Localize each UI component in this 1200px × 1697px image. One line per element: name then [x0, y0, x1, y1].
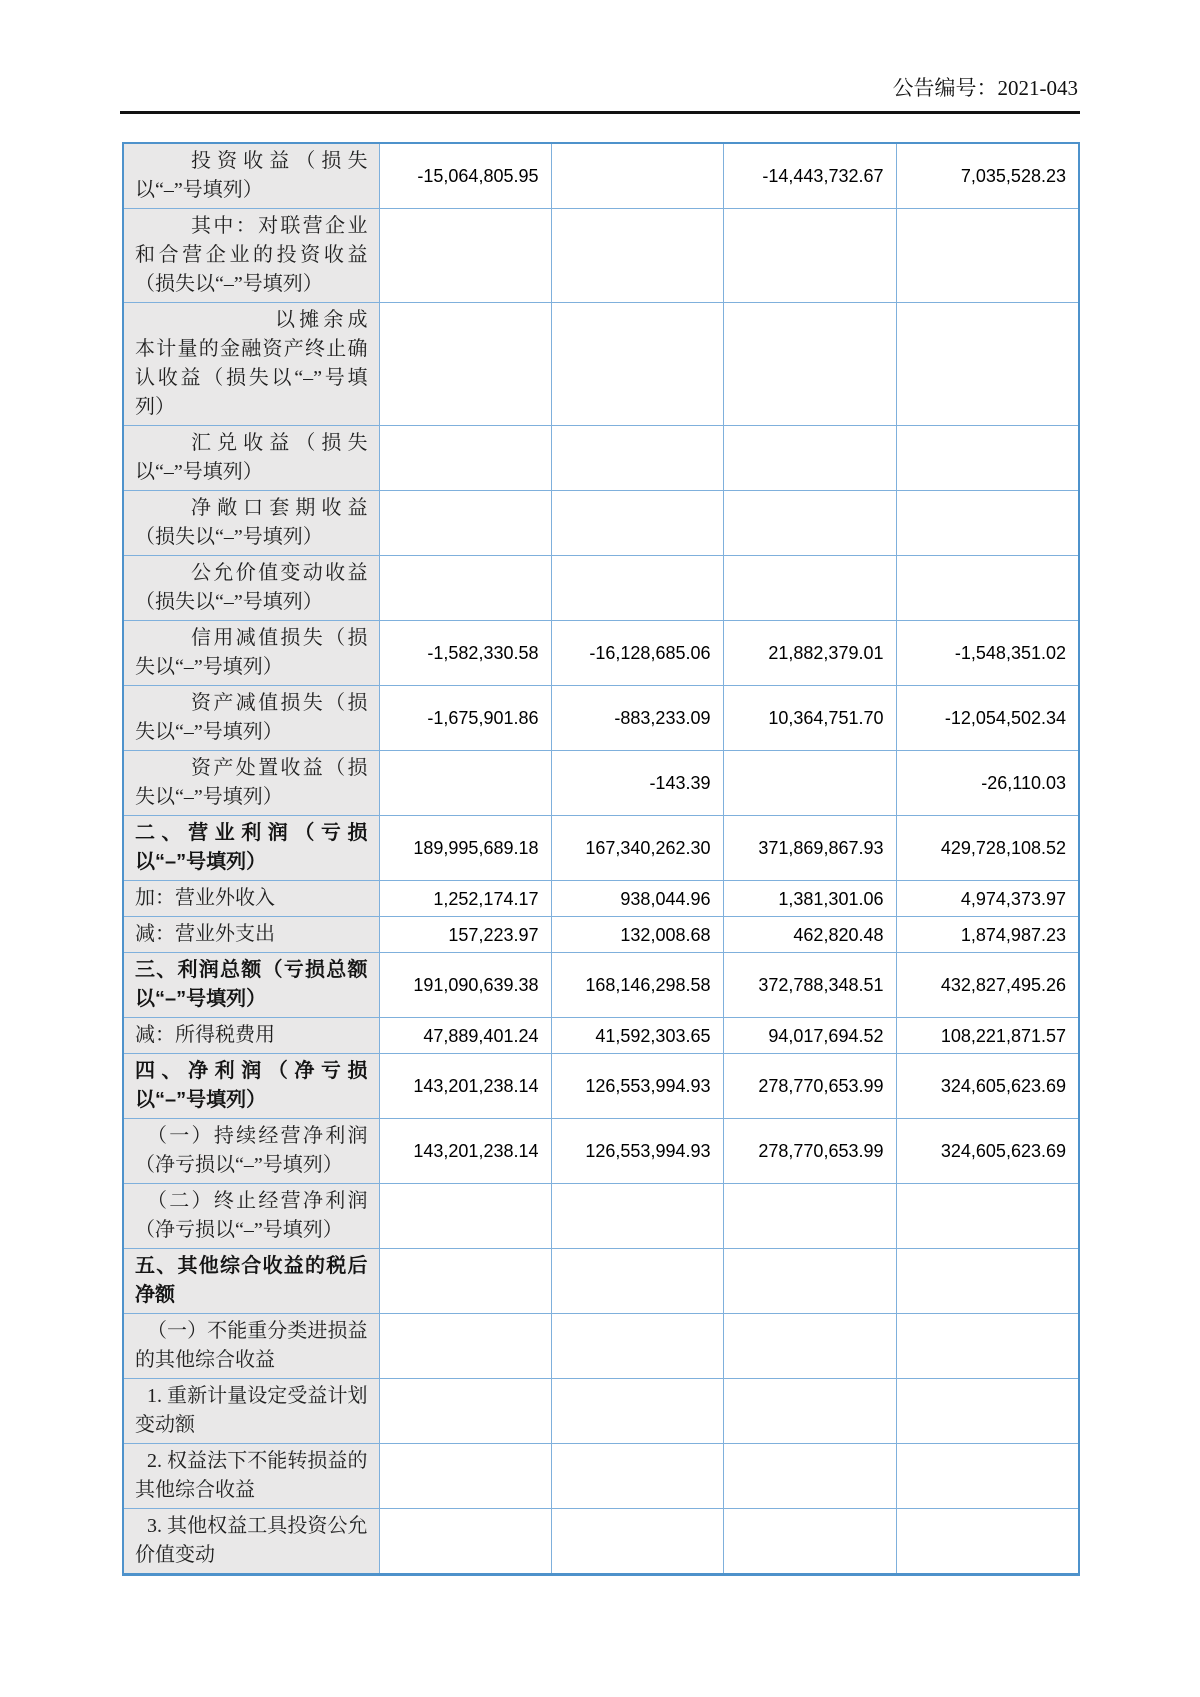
cell-value — [551, 1444, 723, 1509]
income-statement-table — [122, 142, 1080, 1576]
cell-value: -1,582,330.58 — [379, 621, 551, 686]
cell-value: -15,064,805.95 — [379, 143, 551, 209]
table-row — [123, 816, 1079, 881]
cell-value — [896, 303, 1079, 426]
table-row — [123, 426, 1079, 491]
cell-value — [551, 1314, 723, 1379]
cell-value: 191,090,639.38 — [379, 953, 551, 1018]
cell-value: 324,605,623.69 — [896, 1054, 1079, 1119]
cell-value: 432,827,495.26 — [896, 953, 1079, 1018]
cell-value — [551, 1509, 723, 1575]
table-row — [123, 491, 1079, 556]
cell-value: 126,553,994.93 — [551, 1054, 723, 1119]
table-row — [123, 751, 1079, 816]
cell-value: 132,008.68 — [551, 917, 723, 953]
table-row — [123, 1379, 1079, 1444]
table-row — [123, 1184, 1079, 1249]
cell-value — [723, 751, 896, 816]
cell-value — [379, 1379, 551, 1444]
cell-value: -14,443,732.67 — [723, 143, 896, 209]
cell-value: 278,770,653.99 — [723, 1054, 896, 1119]
cell-value — [551, 426, 723, 491]
row-label: 资产减值损失（损失以“–”号填列） — [123, 686, 379, 751]
cell-value — [896, 1314, 1079, 1379]
cell-value — [723, 1314, 896, 1379]
cell-value — [723, 1444, 896, 1509]
cell-value: 7,035,528.23 — [896, 143, 1079, 209]
cell-value — [379, 491, 551, 556]
row-label: 五、其他综合收益的税后净额 — [123, 1249, 379, 1314]
cell-value: -26,110.03 — [896, 751, 1079, 816]
cell-value: 10,364,751.70 — [723, 686, 896, 751]
row-label: 加：营业外收入 — [123, 881, 379, 917]
cell-value — [379, 1314, 551, 1379]
row-label: 减：所得税费用 — [123, 1018, 379, 1054]
cell-value — [551, 1184, 723, 1249]
cell-value: 4,974,373.97 — [896, 881, 1079, 917]
cell-value: 371,869,867.93 — [723, 816, 896, 881]
cell-value — [723, 1509, 896, 1575]
cell-value — [551, 303, 723, 426]
cell-value — [379, 1249, 551, 1314]
cell-value — [723, 303, 896, 426]
table-row — [123, 1018, 1079, 1054]
row-label: （二）终止经营净利润（净亏损以“–”号填列） — [123, 1184, 379, 1249]
cell-value — [896, 209, 1079, 303]
cell-value — [551, 491, 723, 556]
cell-value: -16,128,685.06 — [551, 621, 723, 686]
row-label: 减：营业外支出 — [123, 917, 379, 953]
cell-value — [723, 556, 896, 621]
cell-value — [379, 426, 551, 491]
row-label: 公允价值变动收益（损失以“–”号填列） — [123, 556, 379, 621]
cell-value: 21,882,379.01 — [723, 621, 896, 686]
cell-value: -1,548,351.02 — [896, 621, 1079, 686]
cell-value — [896, 491, 1079, 556]
cell-value: -12,054,502.34 — [896, 686, 1079, 751]
cell-value: -1,675,901.86 — [379, 686, 551, 751]
cell-value: 372,788,348.51 — [723, 953, 896, 1018]
header-rule — [120, 111, 1080, 114]
row-label: 2. 权益法下不能转损益的其他综合收益 — [123, 1444, 379, 1509]
cell-value: 157,223.97 — [379, 917, 551, 953]
cell-value: 429,728,108.52 — [896, 816, 1079, 881]
cell-value — [551, 1379, 723, 1444]
cell-value: 126,553,994.93 — [551, 1119, 723, 1184]
cell-value: 47,889,401.24 — [379, 1018, 551, 1054]
cell-value — [896, 426, 1079, 491]
row-label: 净敞口套期收益（损失以“–”号填列） — [123, 491, 379, 556]
cell-value: 462,820.48 — [723, 917, 896, 953]
table-row — [123, 1249, 1079, 1314]
cell-value: 1,252,174.17 — [379, 881, 551, 917]
cell-value: 143,201,238.14 — [379, 1119, 551, 1184]
table-row — [123, 209, 1079, 303]
cell-value: 167,340,262.30 — [551, 816, 723, 881]
table-row — [123, 917, 1079, 953]
cell-value — [896, 1379, 1079, 1444]
cell-value — [379, 556, 551, 621]
cell-value — [723, 209, 896, 303]
doc-number: 公告编号：2021-043 — [892, 76, 1078, 100]
cell-value: 189,995,689.18 — [379, 816, 551, 881]
row-label: 1. 重新计量设定受益计划变动额 — [123, 1379, 379, 1444]
row-label: 三、利润总额（亏损总额以“–”号填列） — [123, 953, 379, 1018]
cell-value — [551, 1249, 723, 1314]
cell-value — [379, 1444, 551, 1509]
cell-value: 278,770,653.99 — [723, 1119, 896, 1184]
table-row — [123, 953, 1079, 1018]
row-label: 四、净利润（净亏损以“–”号填列） — [123, 1054, 379, 1119]
table-row — [123, 1314, 1079, 1379]
cell-value: 938,044.96 — [551, 881, 723, 917]
row-label: 以摊余成本计量的金融资产终止确认收益（损失以“–”号填列） — [123, 303, 379, 426]
cell-value: 324,605,623.69 — [896, 1119, 1079, 1184]
cell-value: -883,233.09 — [551, 686, 723, 751]
table-row — [123, 621, 1079, 686]
table-row — [123, 556, 1079, 621]
cell-value — [896, 1249, 1079, 1314]
cell-value — [896, 1509, 1079, 1575]
row-label: 3. 其他权益工具投资公允价值变动 — [123, 1509, 379, 1575]
table-row — [123, 881, 1079, 917]
row-label: （一）不能重分类进损益的其他综合收益 — [123, 1314, 379, 1379]
cell-value — [896, 1444, 1079, 1509]
cell-value: -143.39 — [551, 751, 723, 816]
cell-value: 143,201,238.14 — [379, 1054, 551, 1119]
cell-value: 1,381,301.06 — [723, 881, 896, 917]
cell-value — [379, 303, 551, 426]
row-label: 二、营业利润（亏损以“–”号填列） — [123, 816, 379, 881]
cell-value — [723, 491, 896, 556]
cell-value — [379, 1509, 551, 1575]
cell-value — [723, 1184, 896, 1249]
cell-value: 1,874,987.23 — [896, 917, 1079, 953]
cell-value: 168,146,298.58 — [551, 953, 723, 1018]
cell-value — [723, 1249, 896, 1314]
cell-value — [723, 1379, 896, 1444]
cell-value — [379, 751, 551, 816]
cell-value — [379, 209, 551, 303]
table-row — [123, 143, 1079, 209]
cell-value — [896, 1184, 1079, 1249]
row-label: 资产处置收益（损失以“–”号填列） — [123, 751, 379, 816]
cell-value — [551, 556, 723, 621]
cell-value: 94,017,694.52 — [723, 1018, 896, 1054]
table-row — [123, 1054, 1079, 1119]
row-label: 其中：对联营企业和合营企业的投资收益（损失以“–”号填列） — [123, 209, 379, 303]
table-row — [123, 1444, 1079, 1509]
cell-value: 108,221,871.57 — [896, 1018, 1079, 1054]
cell-value — [723, 426, 896, 491]
cell-value: 41,592,303.65 — [551, 1018, 723, 1054]
row-label: 汇兑收益（损失以“–”号填列） — [123, 426, 379, 491]
table-row — [123, 1509, 1079, 1575]
cell-value — [379, 1184, 551, 1249]
row-label: 投资收益（损失以“–”号填列） — [123, 143, 379, 209]
table-row — [123, 1119, 1079, 1184]
cell-value — [551, 209, 723, 303]
row-label: 信用减值损失（损失以“–”号填列） — [123, 621, 379, 686]
row-label: （一）持续经营净利润（净亏损以“–”号填列） — [123, 1119, 379, 1184]
cell-value — [896, 556, 1079, 621]
cell-value — [551, 143, 723, 209]
table-row — [123, 686, 1079, 751]
table-row — [123, 303, 1079, 426]
